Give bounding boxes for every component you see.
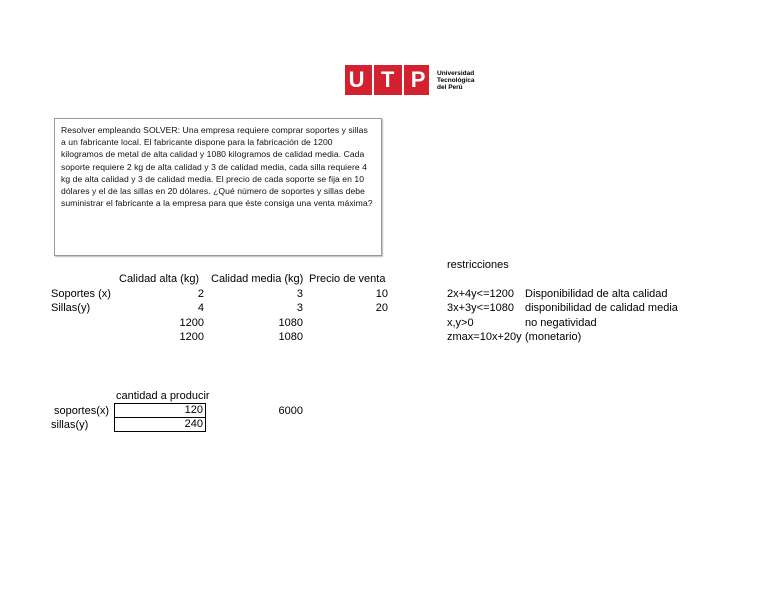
objective-result: 6000 [278, 405, 303, 417]
restrictions-title: restricciones [447, 259, 509, 271]
logo-line-3: del Perú [437, 83, 463, 91]
cell-sillas-alta: 4 [197, 302, 204, 314]
problem-text-box [54, 118, 382, 256]
cell-soportes-alta: 2 [197, 288, 204, 300]
logo-line-1: Universidad [437, 69, 475, 77]
logo-wordmark [437, 70, 474, 91]
logo-line-2: Tecnológica [437, 76, 475, 84]
logo-letter-p: P [410, 67, 426, 92]
cell-limit-alta: 1200 [179, 317, 204, 329]
restriction-expr: 2x+4y<=1200 [447, 288, 514, 300]
restriction-expr: 3x+3y<=1080 [447, 302, 514, 314]
production-header: cantidad a producir [116, 390, 210, 402]
restriction-expr: x,y>0 [447, 317, 474, 329]
header-precio-venta: Precio de venta [309, 273, 386, 285]
logo-separator [372, 65, 374, 95]
cell-used-alta: 1200 [179, 331, 204, 343]
row-label-soportes: Soportes (x) [51, 288, 111, 300]
restriction-desc: disponibilidad de calidad media [525, 302, 678, 314]
logo-letter-t: T [380, 67, 395, 92]
row-label-sillas: Sillas(y) [51, 302, 91, 314]
header-calidad-alta: Calidad alta (kg) [119, 273, 200, 285]
restriction-expr: zmax=10x+20y [447, 331, 522, 343]
production-label-soportes: soportes(x) [54, 405, 110, 417]
cell-sillas-precio: 20 [375, 302, 388, 314]
production-label-sillas: sillas(y) [51, 419, 89, 431]
logo-letter-u: U [348, 67, 365, 92]
production-cell-soportes[interactable]: 120 [114, 403, 206, 418]
cell-limit-media: 1080 [278, 317, 303, 329]
cell-soportes-precio: 10 [375, 288, 388, 300]
utp-logo [345, 65, 474, 95]
utp-logo-mark [345, 65, 429, 95]
restriction-desc: (monetario) [525, 331, 582, 343]
restriction-desc: no negatividad [525, 317, 597, 329]
header-calidad-media: Calidad media (kg) [211, 273, 304, 285]
cell-soportes-media: 3 [296, 288, 303, 300]
cell-used-media: 1080 [278, 331, 303, 343]
production-cell-sillas[interactable]: 240 [114, 417, 206, 432]
problem-statement: Resolver empleando SOLVER: Una empresa requiere comprar soportes y sillas a un fabricante local. El fabricante dispone para la fabricación de 1200 kilogramos de metal de alta calidad y 1080 kilogramos de calidad media. Cada soporte requiere 2 kg de alta calidad y 3 de calidad media, cada silla requiere 4 kg de alta calidad y 3 de calidad media. El precio de cada soporte se fija en 10 dólares y el de las sillas en 20 dólares. ¿Qué número de soportes y sillas debe suministrar el fabricante a la empresa para que éste consiga una venta máxima? [61, 125, 373, 209]
restriction-desc: Disponibilidad de alta calidad [525, 288, 668, 300]
cell-sillas-media: 3 [296, 302, 303, 314]
logo-separator [402, 65, 404, 95]
